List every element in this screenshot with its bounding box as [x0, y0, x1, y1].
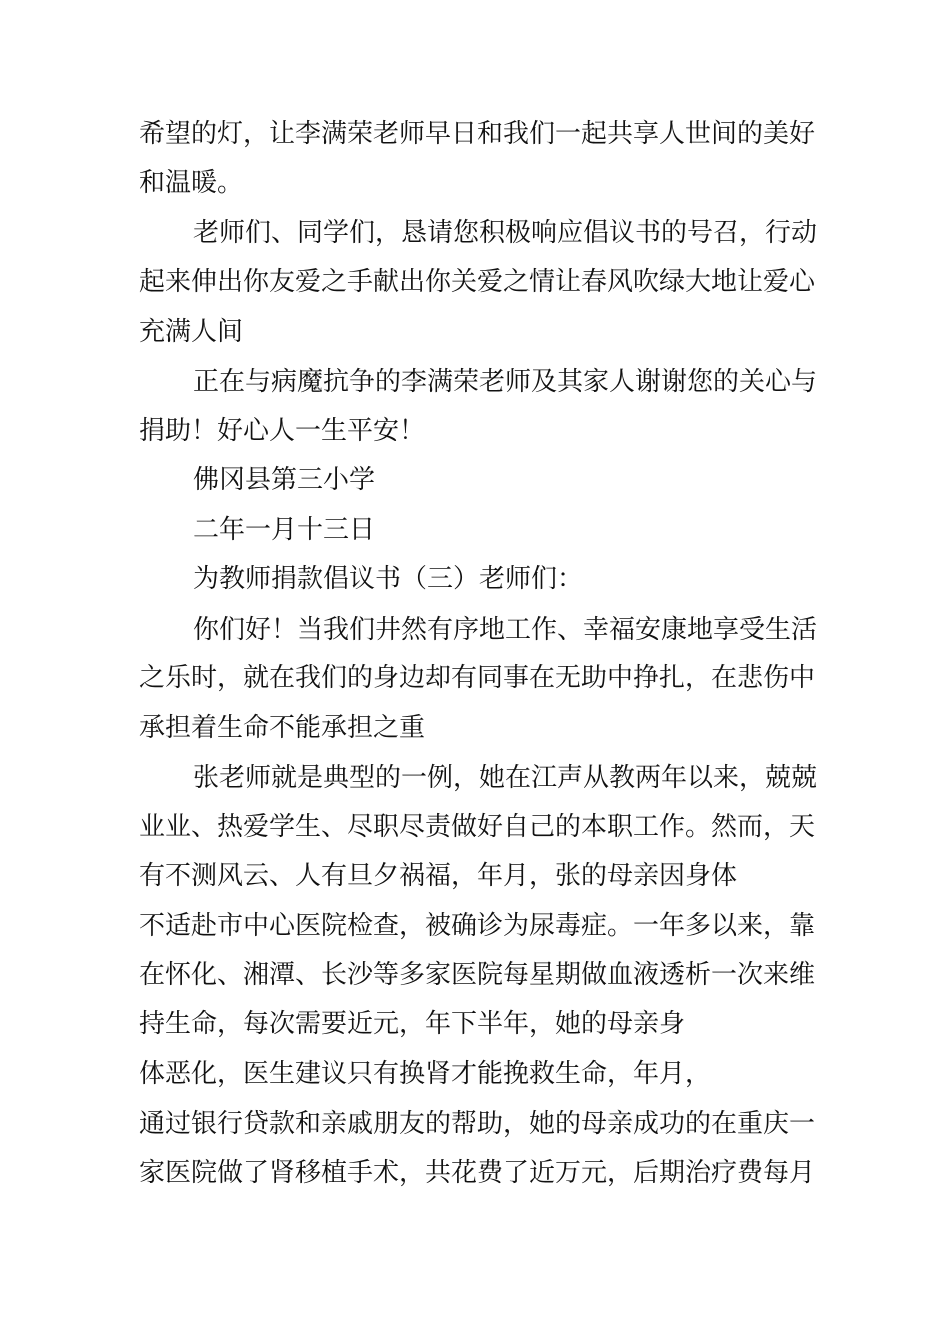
- paragraph-first-line: 正在与病魔抗争的李满荣老师及其家人谢谢您的关心与: [193, 367, 818, 397]
- text-line: 在怀化、湘潭、长沙等多家医院每星期做血液透析一次来维: [139, 960, 816, 990]
- text-line: 之乐时，就在我们的身边却有同事在无助中挣扎，在悲伤中: [139, 663, 816, 693]
- text-line: 家医院做了肾移植手术，共花费了近万元，后期治疗费每月: [139, 1158, 816, 1188]
- text-line: 通过银行贷款和亲戚朋友的帮助，她的母亲成功的在重庆一: [139, 1109, 816, 1139]
- paragraph-first-line: 老师们、同学们，恳请您积极响应倡议书的号召，行动: [193, 218, 818, 248]
- text-line: 和温暖。: [139, 168, 244, 198]
- text-line: 充满人间: [139, 317, 244, 347]
- text-line: 持生命，每次需要近元，年下半年，她的母亲身: [139, 1009, 686, 1039]
- text-line: 起来伸出你友爱之手献出你关爱之情让春风吹绿大地让爱心: [139, 267, 816, 297]
- text-line: 体恶化，医生建议只有换肾才能挽救生命，年月，: [139, 1059, 712, 1089]
- text-line: 捐助！好心人一生平安！: [139, 416, 426, 446]
- text-line: 承担着生命不能承担之重: [139, 713, 426, 743]
- text-line: 有不测风云、人有旦夕祸福，年月，张的母亲因身体: [139, 861, 738, 891]
- signature-school: 佛冈县第三小学: [193, 465, 376, 495]
- section-heading: 为教师捐款倡议书（三）老师们：: [193, 564, 584, 594]
- text-line: 希望的灯，让李满荣老师早日和我们一起共享人世间的美好: [139, 119, 816, 149]
- paragraph-first-line: 张老师就是典型的一例，她在江声从教两年以来，兢兢: [193, 763, 818, 793]
- signature-date: 二年一月十三日: [193, 515, 376, 545]
- text-line: 业业、热爱学生、尽职尽责做好自己的本职工作。然而，天: [139, 812, 816, 842]
- text-line: 不适赴市中心医院检查，被确诊为尿毒症。一年多以来，靠: [139, 911, 816, 941]
- paragraph-first-line: 你们好！当我们井然有序地工作、幸福安康地享受生活: [193, 615, 818, 645]
